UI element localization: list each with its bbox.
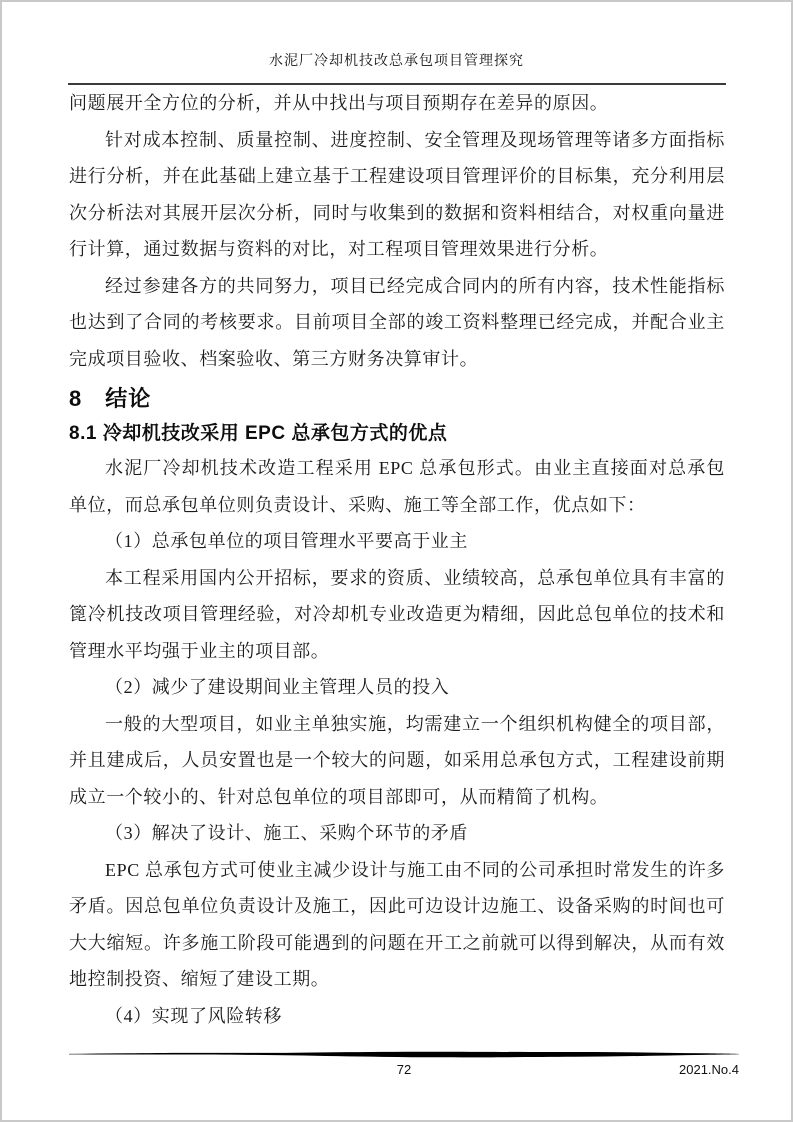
paragraph: 针对成本控制、质量控制、进度控制、安全管理及现场管理等诸多方面指标进行分析，并在此基础上建立基于工程建设项目管理评价的目标集，充分利用层次分析法对其展开层次分析，同时与收集到的数据和资料相结合，对权重向量进行计算，通过数据与资料的对比，对工程项目管理效果进行分析。 (69, 129, 725, 259)
paragraph: （4）实现了风险转移 (105, 1005, 282, 1026)
page-number: 72 (396, 1062, 412, 1077)
page-header (2, 2, 791, 85)
section-heading: 8.1 冷却机技改采用 EPC 总承包方式的优点 (69, 423, 448, 444)
paragraph: （2）减少了建设期间业主管理人员的投入 (105, 677, 450, 697)
chapter-heading: 8 结论 (69, 386, 152, 411)
paragraph: （3）解决了设计、施工、采购个环节的矛盾 (105, 823, 468, 843)
footer-row (69, 1062, 739, 1080)
footer-rule (69, 1050, 739, 1058)
paragraph: 问题展开全方位的分析，并从中找出与项目预期存在差异的原因。 (69, 93, 609, 113)
document-body (2, 85, 791, 1034)
paragraph: EPC 总承包方式可使业主减少设计与施工由不同的公司承担时常发生的许多矛盾。因总包单位负责设计及施工，因此可边设计边施工、设备采购的时间也可大大缩短。许多施工阶段可能遇到的问题在开工之前就可以得到解决，从而有效地控制投资、缩短了建设工期。 (69, 859, 725, 989)
paragraph: 本工程采用国内公开招标，要求的资质、业绩较高，总承包单位具有丰富的篦冷机技改项目管理经验，对冷却机专业改造更为精细，因此总包单位的技术和管理水平均强于业主的项目部。 (69, 567, 725, 661)
issue-label: 2021.No.4 (679, 1062, 739, 1077)
page-footer (69, 1050, 739, 1120)
paragraph: 经过参建各方的共同努力，项目已经完成合同内的所有内容，技术性能指标也达到了合同的考核要求。目前项目全部的竣工资料整理已经完成，并配合业主完成项目验收、档案验收、第三方财务决算审计。 (69, 275, 725, 369)
paragraph: 水泥厂冷却机技术改造工程采用 EPC 总承包形式。由业主直接面对总承包单位，而总承包单位则负责设计、采购、施工等全部工作，优点如下： (69, 458, 725, 515)
paragraph: （1）总承包单位的项目管理水平要高于业主 (105, 531, 468, 551)
running-title: 水泥厂冷却机技改总承包项目管理探究 (269, 54, 524, 69)
paragraph: 一般的大型项目，如业主单独实施，均需建立一个组织机构健全的项目部，并且建成后，人员安置也是一个较大的问题，如采用总承包方式，工程建设前期成立一个较小的、针对总包单位的项目部即可，从而精简了机构。 (69, 713, 725, 807)
